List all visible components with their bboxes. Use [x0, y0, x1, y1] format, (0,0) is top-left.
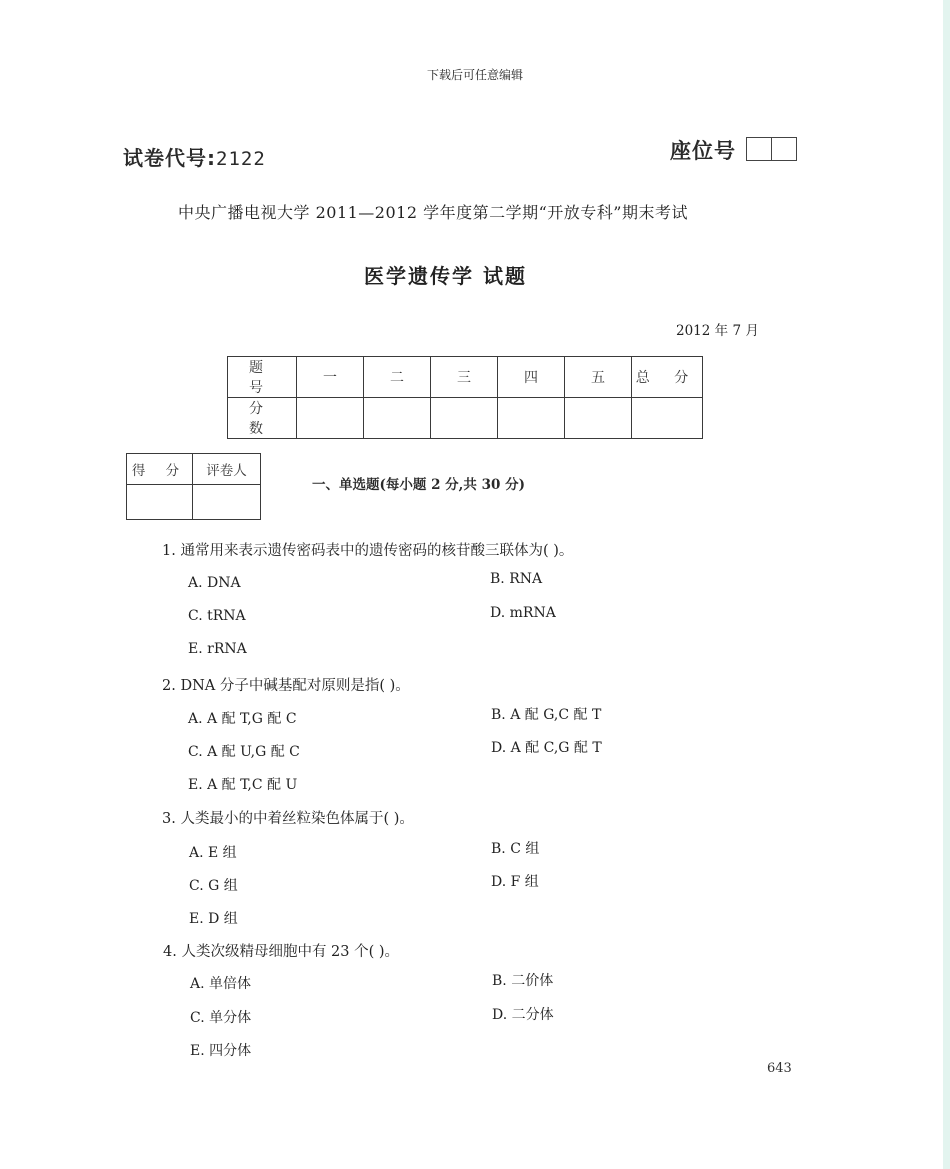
question-option[interactable]: B. A 配 G,C 配 T [491, 707, 602, 723]
question-option[interactable]: C. A 配 U,G 配 C [188, 744, 300, 760]
score-table [227, 356, 703, 439]
score-table-cell: 四 [498, 357, 565, 398]
grader-score-cell[interactable] [127, 485, 193, 520]
seat-number-cell[interactable] [772, 138, 796, 160]
page-edge [943, 0, 950, 1169]
subject-title: 医学遗传学 试题 [364, 264, 527, 288]
question-option[interactable]: E. A 配 T,C 配 U [188, 777, 298, 793]
exam-code-label: 试卷代号: [123, 146, 216, 170]
question-option[interactable]: D. A 配 C,G 配 T [491, 740, 602, 756]
question-option[interactable]: A. DNA [188, 575, 241, 591]
grader-score-label: 得 分 [127, 454, 193, 485]
exam-code [123, 142, 266, 171]
seat-number-label: 座位号 [670, 139, 736, 163]
question-option[interactable]: B. C 组 [491, 841, 540, 857]
section-title: 一、单选题(每小题 2 分,共 30 分) [312, 477, 525, 493]
exam-code-value: 2122 [216, 148, 266, 170]
question-option[interactable]: A. E 组 [189, 845, 237, 861]
score-table-header-row [228, 357, 703, 398]
exam-date: 2012 年 7 月 [676, 323, 759, 339]
question-stem: 3. 人类最小的中着丝粒染色体属于( )。 [162, 811, 414, 827]
score-input-cell[interactable] [297, 398, 364, 439]
question-option[interactable]: A. A 配 T,G 配 C [188, 711, 297, 727]
score-table-cell: 三 [431, 357, 498, 398]
question-option[interactable]: C. G 组 [189, 878, 238, 894]
question-option[interactable]: B. RNA [490, 571, 543, 587]
grader-table [126, 453, 261, 520]
grader-table-input-row [127, 485, 261, 520]
question-option[interactable]: E. 四分体 [190, 1043, 252, 1059]
score-input-cell[interactable] [364, 398, 431, 439]
question-option[interactable]: A. 单倍体 [190, 976, 252, 992]
score-table-cell: 二 [364, 357, 431, 398]
score-input-cell[interactable] [565, 398, 632, 439]
grader-name-cell[interactable] [193, 485, 261, 520]
score-table-score-row [228, 398, 703, 439]
grader-table-header-row [127, 454, 261, 485]
question-option[interactable]: C. 单分体 [190, 1010, 252, 1026]
score-table-cell: 分 数 [228, 398, 297, 439]
question-option[interactable]: D. mRNA [490, 605, 556, 621]
score-table-cell: 题 号 [228, 357, 297, 398]
score-input-cell[interactable] [632, 398, 703, 439]
question-option[interactable]: D. F 组 [491, 874, 539, 890]
watermark-text: 下载后可任意编辑 [426, 68, 523, 82]
question-option[interactable]: C. tRNA [188, 608, 246, 624]
score-table-cell: 总 分 [632, 357, 703, 398]
grader-name-label: 评卷人 [193, 454, 261, 485]
question-option[interactable]: E. D 组 [189, 911, 238, 927]
score-table-cell: 一 [297, 357, 364, 398]
university-title: 中央广播电视大学 2011—2012 学年度第二学期“开放专科”期末考试 [178, 203, 688, 222]
page-number: 643 [767, 1061, 792, 1076]
question-option[interactable]: E. rRNA [188, 641, 247, 657]
question-option[interactable]: D. 二分体 [492, 1007, 554, 1023]
question-stem: 4. 人类次级精母细胞中有 23 个( )。 [163, 944, 400, 960]
question-option[interactable]: B. 二价体 [492, 973, 554, 989]
score-input-cell[interactable] [431, 398, 498, 439]
seat-number-box[interactable] [746, 137, 797, 161]
question-stem: 2. DNA 分子中碱基配对原则是指( )。 [162, 678, 410, 694]
score-table-cell: 五 [565, 357, 632, 398]
score-input-cell[interactable] [498, 398, 565, 439]
seat-number-cell[interactable] [747, 138, 772, 160]
question-stem: 1. 通常用来表示遗传密码表中的遗传密码的核苷酸三联体为( )。 [162, 543, 574, 559]
